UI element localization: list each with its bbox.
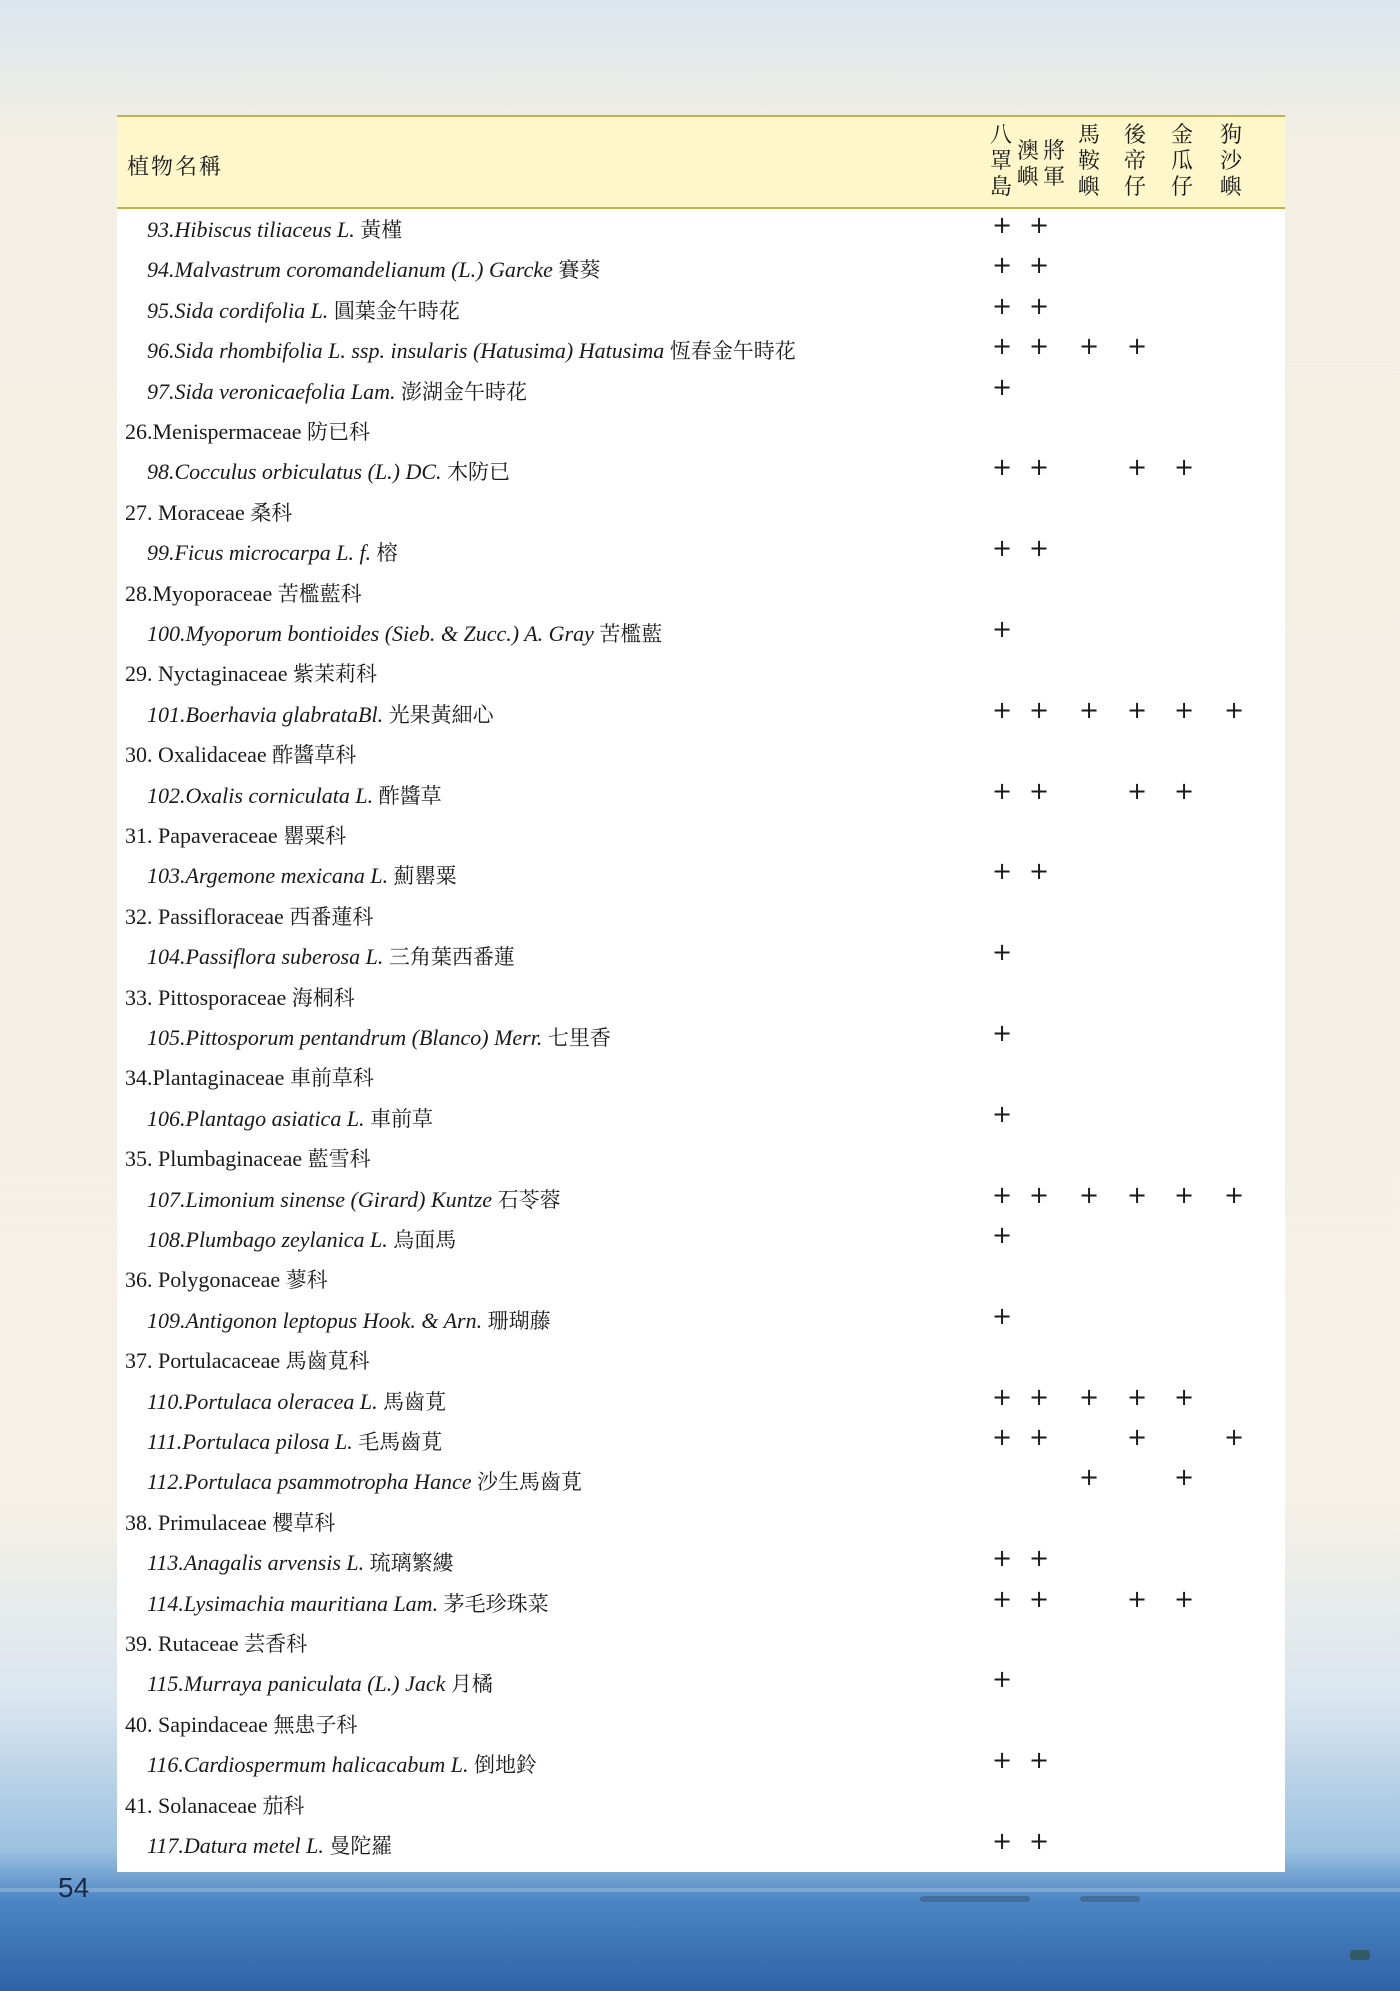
presence-mark: + [1127,776,1148,805]
chinese-name: 海桐科 [291,985,355,1010]
species-latin: Passiflora suberosa L. [185,944,384,970]
presence-mark: + [1079,1463,1100,1492]
species-latin: Myoporum bontioides (Sieb. & Zucc.) A. Gray [185,621,594,646]
family-name [125,982,355,1012]
family-latin: 27. Moraceae [125,499,245,525]
species-name [147,1386,446,1416]
presence-mark: + [992,1584,1013,1613]
species-number: 103. [147,863,186,889]
chinese-name: 榕 [376,541,398,566]
chinese-name: 琉璃繁縷 [369,1551,454,1576]
species-number: 108. [147,1227,186,1252]
species-row [117,853,1285,893]
species-row [117,773,1285,813]
family-name [125,739,356,769]
family-row [117,1500,1285,1540]
species-latin: Portulaca pilosa L. [182,1429,353,1454]
header-char: 仔 [1170,175,1193,200]
chinese-name: 車前草 [370,1106,434,1131]
species-row [117,530,1285,570]
species-latin: Ficus microcarpa L. f. [174,540,372,566]
presence-mark: + [1224,1180,1245,1209]
species-row [117,611,1285,651]
species-number: 99. [147,540,175,566]
presence-mark: + [1079,1180,1100,1209]
presence-mark: + [1029,332,1050,361]
species-row [117,1298,1285,1338]
family-row [117,409,1285,449]
chinese-name: 珊瑚藤 [487,1308,551,1333]
presence-mark: + [992,1665,1013,1694]
species-name [147,941,515,971]
presence-mark: + [1127,1423,1148,1451]
species-name [147,699,494,729]
species-row [117,934,1285,974]
family-latin: 30. Oxalidaceae [125,742,267,768]
table-header [117,115,1285,209]
presence-mark: + [1079,332,1100,361]
species-latin: Antigonon leptopus Hook. & Arn. [185,1307,483,1333]
chinese-name: 月橘 [450,1672,493,1697]
presence-mark: + [1029,453,1050,482]
species-name [147,1668,493,1698]
presence-mark: + [992,332,1013,361]
species-name [147,1749,537,1779]
species-number: 110. [147,1388,184,1414]
header-char: 罩 [989,149,1012,174]
family-name [125,1709,357,1739]
chinese-name: 櫻草科 [272,1510,336,1535]
presence-mark: + [1029,695,1050,724]
family-latin: 31. Papaveraceae [125,823,278,848]
presence-mark: + [1029,1746,1050,1775]
header-char: 將 [1042,139,1065,164]
family-latin: 29. Nyctaginaceae [125,661,288,687]
species-name [147,254,600,284]
header-col-1 [986,123,1016,201]
presence-mark: + [1127,695,1148,724]
presence-mark: + [992,1544,1013,1573]
header-col-4 [1120,123,1150,201]
presence-mark: + [992,938,1013,967]
chinese-name: 薊罌粟 [393,864,457,889]
family-latin: 38. Primulaceae [125,1509,267,1535]
header-char: 狗 [1219,123,1242,148]
species-number: 100. [147,621,186,646]
species-row [117,1096,1285,1136]
species-latin: Sida cordifolia L. [174,297,329,323]
species-row [117,247,1285,287]
chinese-name: 無患子科 [273,1712,358,1737]
species-name [147,1466,582,1496]
family-latin: 39. Rutaceae [125,1631,239,1656]
species-latin: Cardiospermum halicacabum L. [183,1752,469,1778]
chinese-name: 澎湖金午時花 [401,379,527,404]
family-row [117,1621,1285,1661]
chinese-name: 三角葉西番蓮 [388,945,515,970]
species-number: 102. [147,782,186,808]
presence-mark: + [992,453,1013,482]
header-char: 金 [1170,123,1193,148]
species-latin: Sida rhombifolia L. ssp. insularis (Hatusima) Hatusima [174,338,665,364]
chinese-name: 毛馬齒莧 [358,1430,443,1454]
presence-mark: + [992,695,1013,724]
header-char: 瓜 [1170,149,1193,174]
species-row [117,1540,1285,1580]
header-col-2 [1015,139,1067,191]
presence-mark: + [1174,1584,1195,1613]
species-latin: Lysimachia mauritiana Lam. [183,1590,439,1616]
species-row [117,1217,1285,1257]
chinese-name: 苦檻藍 [599,622,663,646]
presence-mark: + [1029,211,1050,239]
presence-mark: + [992,615,1013,643]
plant-table [117,115,1285,1872]
chinese-name: 茄科 [262,1793,305,1818]
family-name [125,497,292,527]
species-number: 117. [147,1833,184,1858]
presence-mark: + [1174,776,1195,805]
presence-mark: + [1029,857,1050,886]
chinese-name: 茅毛珍珠菜 [443,1591,549,1616]
chinese-name: 烏面馬 [393,1228,457,1252]
species-latin: Portulaca oleracea L. [183,1388,378,1414]
species-name [147,780,442,810]
chinese-name: 賽葵 [558,258,601,283]
species-name [147,860,457,890]
presence-mark: + [1224,1423,1245,1451]
species-number: 116. [147,1752,184,1778]
island-silhouette [1080,1896,1140,1902]
header-col-5 [1167,123,1197,201]
species-latin: Cocculus orbiculatus (L.) DC. [174,459,442,485]
family-row [117,1783,1285,1823]
header-char: 島 [989,175,1012,200]
species-number: 111. [147,1429,183,1454]
species-number: 98. [147,459,175,485]
header-char: 鞍 [1077,149,1100,174]
family-row [117,1055,1285,1095]
presence-mark: + [1029,1544,1050,1573]
header-char: 澳 [1016,139,1039,164]
presence-mark: + [1174,695,1195,724]
header-char: 八 [989,123,1012,148]
species-latin: Argemone mexicana L. [185,863,389,889]
species-number: 113. [147,1550,184,1576]
species-number: 96. [147,338,175,364]
presence-mark: + [992,1019,1013,1047]
family-name [125,1143,371,1173]
header-char: 沙 [1219,149,1242,174]
chinese-name: 蓼科 [285,1268,328,1293]
chinese-name: 沙生馬齒莧 [476,1470,582,1495]
presence-mark: + [1029,251,1050,280]
species-name [147,1547,454,1577]
family-latin: 36. Polygonaceae [125,1267,281,1293]
species-name [147,335,796,365]
chinese-name: 倒地鈴 [473,1753,537,1778]
chinese-name: 苦檻藍科 [277,581,362,606]
species-row [117,207,1285,247]
species-row [117,1379,1285,1419]
species-number: 107. [147,1186,186,1212]
chinese-name: 馬齒莧 [383,1389,447,1414]
chinese-name: 石苓蓉 [497,1187,561,1212]
species-name [147,1103,433,1133]
chinese-name: 紫茉莉科 [292,662,377,687]
species-number: 106. [147,1105,186,1131]
species-name [147,376,527,406]
presence-mark: + [1127,453,1148,482]
presence-mark: + [1029,776,1050,805]
header-char: 嶼 [1077,175,1100,200]
species-number: 97. [147,378,175,404]
header-char: 軍 [1042,165,1065,190]
header-char: 後 [1123,123,1146,148]
species-number: 95. [147,297,175,323]
presence-mark: + [1127,1584,1148,1613]
presence-mark: + [1029,1382,1050,1411]
species-number: 94. [147,257,175,283]
family-name [125,1790,304,1820]
species-number: 115. [147,1671,184,1697]
species-latin: Plumbago zeylanica L. [185,1227,388,1252]
species-row [117,1742,1285,1782]
presence-mark: + [1029,1827,1050,1855]
presence-mark: + [992,1099,1013,1128]
family-latin: 28.Myoporaceae [125,580,273,606]
species-name [147,1184,561,1214]
family-row [117,975,1285,1015]
header-char: 帝 [1123,149,1146,174]
presence-mark: + [1029,1180,1050,1209]
presence-mark: + [1029,534,1050,563]
chinese-name: 曼陀羅 [329,1834,393,1858]
family-name [125,901,373,931]
page-number: 54 [58,1872,90,1903]
species-row [117,692,1285,732]
chinese-name: 桑科 [250,500,293,525]
family-name [125,1345,370,1375]
species-row [117,1581,1285,1621]
species-latin: Portulaca psammotropha Hance [183,1469,472,1495]
presence-mark: + [992,291,1013,320]
chinese-name: 酢醬草 [378,783,442,808]
family-latin: 37. Portulacaceae [125,1348,281,1374]
chinese-name: 罌粟科 [283,824,347,848]
species-name [147,1588,549,1618]
species-name [147,214,402,244]
species-row [117,288,1285,328]
family-row [117,651,1285,691]
chinese-name: 恆春金午時花 [669,339,796,364]
presence-mark: + [992,1827,1013,1855]
island-silhouette [920,1896,1030,1902]
family-name [125,658,377,688]
chinese-name: 光果黃細心 [388,702,494,727]
species-name [147,295,460,325]
family-latin: 40. Sapindaceae [125,1711,268,1737]
chinese-name: 黃槿 [360,218,403,242]
presence-mark: + [992,251,1013,280]
chinese-name: 木防已 [447,460,511,485]
species-number: 101. [147,701,186,727]
presence-mark: + [1174,453,1195,482]
species-number: 114. [147,1590,184,1616]
sea-horizon [0,1888,1400,1892]
presence-mark: + [992,1382,1013,1411]
family-row [117,1136,1285,1176]
family-row [117,1338,1285,1378]
presence-mark: + [1127,1180,1148,1209]
presence-mark: + [992,211,1013,239]
presence-mark: + [992,776,1013,805]
boat-silhouette [1350,1950,1370,1960]
presence-mark: + [992,1746,1013,1775]
family-name [125,1062,374,1092]
species-number: 93. [147,217,175,242]
family-latin: 32. Passifloraceae [125,903,284,929]
species-name [147,1022,611,1052]
species-row [117,1459,1285,1499]
species-number: 109. [147,1307,186,1333]
family-name [125,1264,328,1294]
species-name [147,456,510,486]
species-latin: Hibiscus tiliaceus L. [174,217,355,242]
species-number: 104. [147,944,186,970]
species-latin: Murraya paniculata (L.) Jack [183,1671,446,1697]
species-latin: Plantago asiatica L. [185,1105,365,1131]
species-latin: Limonium sinense (Girard) Kuntze [185,1186,493,1212]
family-row [117,732,1285,772]
species-name [147,537,398,567]
family-latin: 33. Pittosporaceae [125,984,287,1010]
family-row [117,1702,1285,1742]
chinese-name: 酢醬草科 [272,743,357,768]
chinese-name: 圓葉金午時花 [333,298,460,323]
species-row [117,1419,1285,1459]
presence-mark: + [1029,1423,1050,1451]
chinese-name: 防已科 [307,420,371,444]
species-latin: Malvastrum coromandelianum (L.) Garcke [174,257,553,283]
presence-mark: + [1174,1463,1195,1492]
chinese-name: 藍雪科 [307,1147,371,1172]
species-name [147,1305,551,1335]
header-char: 馬 [1077,123,1100,148]
family-row [117,571,1285,611]
header-char: 嶼 [1016,165,1039,190]
chinese-name: 芸香科 [244,1632,308,1656]
family-name [125,1507,335,1537]
species-latin: Boerhavia glabrataBl. [185,701,384,727]
header-col-6 [1216,123,1246,201]
presence-mark: + [1079,1382,1100,1411]
family-latin: 26.Menispermaceae [125,419,302,444]
family-name [125,1628,307,1658]
chinese-name: 七里香 [547,1026,611,1050]
chinese-name: 車前草科 [289,1066,374,1091]
species-row [117,1015,1285,1055]
presence-mark: + [992,1423,1013,1451]
species-row [117,369,1285,409]
chinese-name: 西番蓮科 [289,904,374,929]
family-row [117,1257,1285,1297]
species-latin: Oxalis corniculata L. [185,782,374,808]
family-row [117,490,1285,530]
chinese-name: 馬齒莧科 [285,1349,370,1374]
presence-mark: + [1224,695,1245,724]
header-char: 嶼 [1219,175,1242,200]
family-row [117,813,1285,853]
presence-mark: + [992,1180,1013,1209]
header-plant-name: 植物名稱 [127,155,224,180]
presence-mark: + [1029,291,1050,320]
species-row [117,1823,1285,1863]
header-char: 仔 [1123,175,1146,200]
presence-mark: + [992,1301,1013,1330]
species-name [147,1830,392,1860]
species-name [147,1224,456,1254]
species-number: 105. [147,1025,186,1050]
family-name [125,578,362,608]
presence-mark: + [992,857,1013,886]
presence-mark: + [1174,1180,1195,1209]
species-row [117,449,1285,489]
presence-mark: + [992,1221,1013,1249]
species-number: 112. [147,1469,184,1495]
species-row [117,328,1285,368]
presence-mark: + [1127,332,1148,361]
species-name [147,618,662,648]
family-name [125,820,346,850]
presence-mark: + [1079,695,1100,724]
family-row [117,894,1285,934]
species-name [147,1426,442,1456]
species-latin: Anagalis arvensis L. [183,1550,365,1576]
family-name [125,416,370,446]
presence-mark: + [1174,1382,1195,1411]
header-col-3 [1074,123,1104,201]
species-row [117,1661,1285,1701]
presence-mark: + [1029,1584,1050,1613]
species-latin: Datura metel L. [183,1833,324,1858]
family-latin: 41. Solanaceae [125,1792,257,1818]
family-latin: 35. Plumbaginaceae [125,1146,303,1172]
presence-mark: + [1127,1382,1148,1411]
species-latin: Pittosporum pentandrum (Blanco) Merr. [185,1025,543,1050]
species-latin: Sida veronicaefolia Lam. [174,378,396,404]
species-row [117,1177,1285,1217]
presence-mark: + [992,534,1013,563]
family-latin: 34.Plantaginaceae [125,1065,285,1091]
presence-mark: + [992,372,1013,401]
